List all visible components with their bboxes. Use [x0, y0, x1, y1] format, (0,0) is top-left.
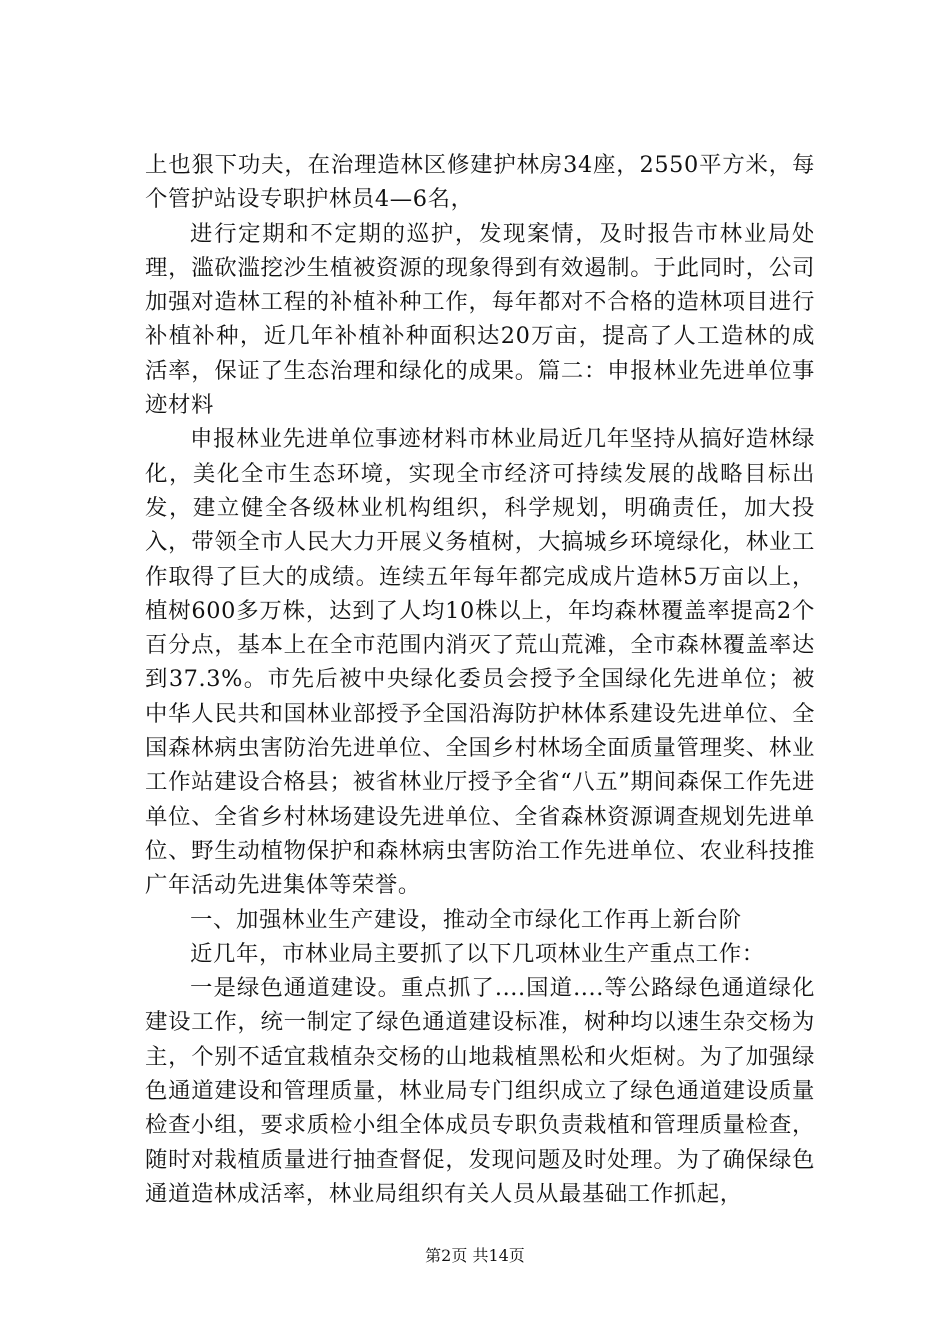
page-number-footer: 第2页 共14页: [425, 1246, 525, 1265]
document-body: [145, 148, 815, 1211]
paragraph-1: 上也狠下功夫，在治理造林区修建护林房34座，2550平方米，每个管护站设专职护林员4—6名，: [145, 152, 815, 213]
paragraph-3: 申报林业先进单位事迹材料市林业局近几年坚持从搞好造林绿化，美化全市生态环境，实现全市经济可持续发展的战略目标出发，建立健全各级林业机构组织，科学规划，明确责任，加大投入，带领全市人民大力开展义务植树，大搞城乡环境绿化，林业工作取得了巨大的成绩。连续五年每年都完成成片造林5万亩以上，植树600多万株，达到了人均10株以上，年均森林覆盖率提高2个百分点，基本上在全市范围内消灭了荒山荒滩，全市森林覆盖率达到37.3%。市先后被中央绿化委员会授予全国绿化先进单位；被中华人民共和国林业部授予全国沿海防护林体系建设先进单位、全国森林病虫害防治先进单位、全国乡村林场全面质量管理奖、林业工作站建设合格县；被省林业厅授予全省“八五”期间森保工作先进单位、全省乡村林场建设先进单位、全省森林资源调查规划先进单位、野生动植物保护和森林病虫害防治工作先进单位、农业科技推广年活动先进集体等荣誉。: [145, 426, 815, 899]
paragraph-6: 一是绿色通道建设。重点抓了....国道....等公路绿色通道绿化建设工作，统一制定了绿色通道建设标准，树种均以速生杂交杨为主，个别不适宜栽植杂交杨的山地栽植黑松和火炬树。为了加强绿色通道建设和管理质量，林业局专门组织成立了绿色通道建设质量检查小组，要求质检小组全体成员专职负责栽植和管理质量检查，随时对栽植质量进行抽查督促，发现问题及时处理。为了确保绿色通道造林成活率，林业局组织有关人员从最基础工作抓起，: [145, 975, 815, 1207]
paragraph-5: 近几年，市林业局主要抓了以下几项林业生产重点工作：: [190, 940, 765, 967]
paragraph-2: 进行定期和不定期的巡护，发现案情，及时报告市林业局处理，滥砍滥挖沙生植被资源的现象得到有效遏制。于此同时，公司加强对造林工程的补植补种工作，每年都对不合格的造林项目进行补植补种，近几年补植补种面积达20万亩，提高了人工造林的成活率，保证了生态治理和绿化的成果。篇二：申报林业先进单位事迹材料: [145, 220, 815, 419]
paragraph-4-section-heading: 一、加强林业生产建设，推动全市绿化工作再上新台阶: [190, 906, 742, 933]
